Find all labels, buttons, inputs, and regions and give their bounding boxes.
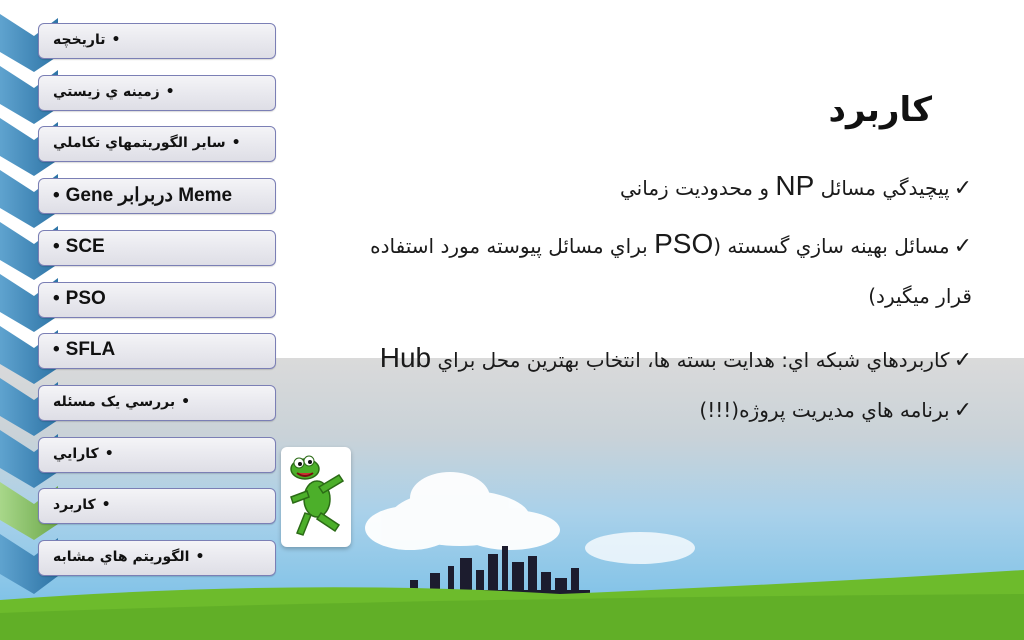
sidebar-item-label: [53, 288, 106, 310]
sidebar-item-text: کاربرد: [53, 497, 96, 514]
sidebar-item-text: Gene دربرابر Meme: [65, 185, 233, 207]
sidebar-item-text: ساير الگوريتمهاي تکاملي: [53, 135, 226, 152]
bullet-icon: •: [53, 287, 60, 309]
sidebar-item-text: SFLA: [65, 339, 116, 361]
sidebar-item[interactable]: [38, 333, 276, 369]
sidebar-item-label: [53, 549, 204, 565]
sidebar-item[interactable]: [38, 23, 276, 59]
sidebar-item-label: [53, 32, 120, 48]
sidebar-item-label: [53, 446, 114, 462]
content-line: [620, 170, 972, 202]
bullet-icon: •: [101, 497, 111, 514]
sidebar-item-text: الگوريتم هاي مشابه: [53, 549, 190, 565]
bullet-icon: •: [53, 235, 60, 257]
sidebar-item[interactable]: [38, 282, 276, 318]
sidebar-item[interactable]: [38, 540, 276, 576]
sidebar-item-text: کارايي: [53, 445, 99, 462]
frog-mascot-icon: [281, 447, 351, 547]
bullet-icon: •: [104, 445, 114, 462]
sidebar-item[interactable]: [38, 75, 276, 111]
content-text: پيچيدگي مسائل: [814, 176, 950, 200]
bullet-icon: •: [195, 549, 205, 565]
content-latin-term: PSO: [654, 228, 714, 259]
bullet-icon: •: [231, 135, 241, 152]
content-line: [370, 228, 972, 260]
checkmark-icon: ✓: [953, 398, 972, 423]
sidebar-item-label: [53, 135, 241, 151]
content-line: [868, 284, 972, 308]
sidebar-item[interactable]: [38, 437, 276, 473]
frog-image-card: [281, 447, 351, 547]
content-line: [380, 342, 972, 374]
content-line: [699, 398, 972, 423]
checkmark-icon: ✓: [953, 234, 972, 259]
bullet-icon: •: [111, 32, 121, 48]
sidebar-item-label: [53, 339, 115, 361]
content-text: براي مسائل پيوسته مورد استفاده: [370, 234, 655, 258]
slide-title: کاربرد: [828, 90, 932, 130]
bullet-icon: •: [181, 393, 191, 410]
bullet-icon: •: [165, 83, 175, 100]
sidebar-item-label: [53, 236, 105, 258]
checkmark-icon: ✓: [953, 348, 972, 373]
sidebar-item-label: [53, 184, 232, 207]
sidebar-item-label: [53, 84, 175, 100]
content-text: قرار ميگيرد): [868, 284, 972, 308]
sidebar-item[interactable]: [38, 230, 276, 266]
cloud-shape: [365, 472, 695, 564]
bullet-icon: •: [53, 339, 60, 361]
sidebar-item-text: PSO: [65, 287, 106, 309]
checkmark-icon: ✓: [953, 176, 972, 201]
sidebar-item[interactable]: [38, 488, 276, 524]
sidebar-item-text: SCE: [65, 235, 105, 257]
sidebar-item-label: [53, 497, 111, 513]
sidebar-item-text: زمينه ي زيستي: [53, 83, 160, 100]
content-latin-term: NP: [775, 170, 815, 201]
content-latin-term: Hub: [379, 342, 432, 373]
sidebar-item[interactable]: [38, 385, 276, 421]
content-text: مسائل بهينه سازي گسسته (: [713, 234, 950, 258]
bullet-icon: •: [53, 185, 60, 207]
sidebar-item-label: [53, 394, 190, 410]
sidebar-item-text: تاريخچه: [53, 32, 106, 48]
sidebar-item-text: بررسي يک مسئله: [53, 393, 176, 410]
content-text: و محدوديت زماني: [620, 176, 776, 200]
sidebar-item[interactable]: [38, 178, 276, 214]
content-text: برنامه هاي مديريت پروژه(!!!): [699, 398, 950, 422]
content-text: کاربردهاي شبکه اي: هدايت بسته ها، انتخاب بهترين محل براي: [431, 348, 950, 372]
sidebar-item[interactable]: [38, 126, 276, 162]
